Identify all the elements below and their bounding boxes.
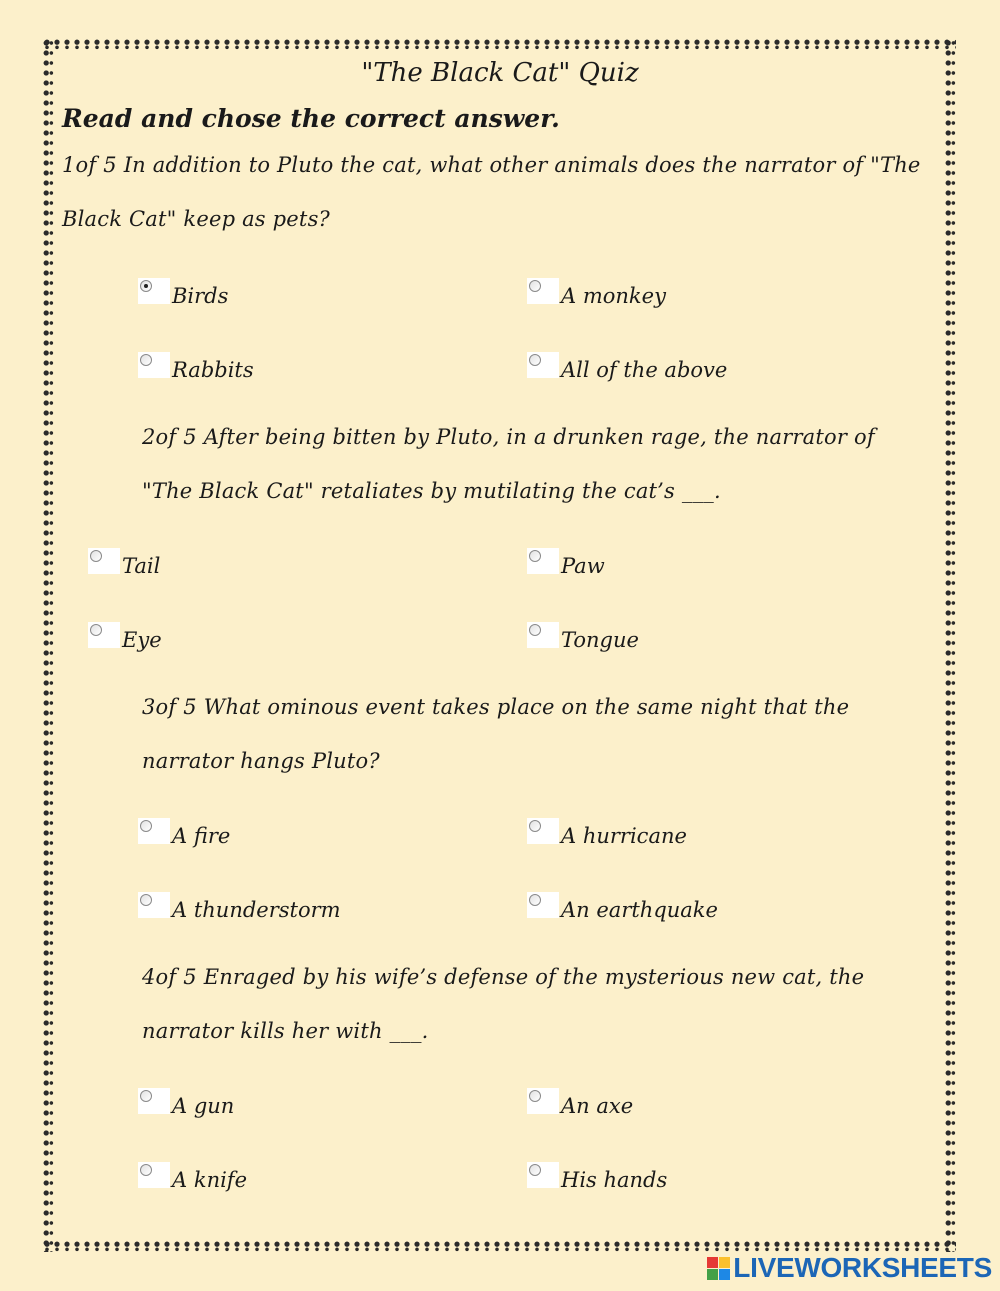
radio-button[interactable] <box>527 1088 559 1114</box>
q2-option-eye[interactable] <box>88 622 162 652</box>
question-1-text: 1of 5 In addition to Pluto the cat, what other animals does the narrator of "The Black Cat" keep as pets? <box>62 153 921 231</box>
option-label: An axe <box>561 1094 634 1118</box>
option-label: A knife <box>172 1168 248 1192</box>
border-top <box>42 38 956 50</box>
radio-button[interactable] <box>527 352 559 378</box>
radio-icon <box>529 1164 541 1176</box>
radio-icon <box>529 354 541 366</box>
radio-button[interactable] <box>527 548 559 574</box>
option-label: All of the above <box>561 358 728 382</box>
radio-icon <box>529 894 541 906</box>
radio-button[interactable] <box>527 1162 559 1188</box>
worksheet-title: "The Black Cat" Quiz <box>361 58 639 88</box>
option-label: Eye <box>122 628 162 652</box>
radio-button[interactable] <box>527 278 559 304</box>
q4-option-hands[interactable] <box>527 1162 667 1192</box>
radio-icon <box>529 1090 541 1102</box>
radio-button[interactable] <box>138 278 170 304</box>
q4-option-knife[interactable] <box>138 1162 247 1192</box>
liveworksheets-logo[interactable] <box>707 1251 992 1285</box>
q1-option-monkey[interactable] <box>527 278 666 308</box>
question-4-text: 4of 5 Enraged by his wife’s defense of the mysterious new cat, the narrator kills her with ___. <box>142 965 865 1043</box>
radio-icon <box>529 624 541 636</box>
option-label: His hands <box>561 1168 668 1192</box>
option-label: An earthquake <box>561 898 718 922</box>
radio-button[interactable] <box>527 818 559 844</box>
question-2-text: 2of 5 After being bitten by Pluto, in a drunken rage, the narrator of "The Black Cat" retaliates by mutilating the cat’s ___. <box>142 425 875 503</box>
q1-option-all[interactable] <box>527 352 727 382</box>
option-label: A hurricane <box>561 824 687 848</box>
radio-selected-icon <box>140 280 152 292</box>
radio-button[interactable] <box>138 892 170 918</box>
radio-icon <box>529 550 541 562</box>
option-label: A gun <box>172 1094 235 1118</box>
radio-icon <box>140 354 152 366</box>
q2-option-tongue[interactable] <box>527 622 639 652</box>
radio-button[interactable] <box>138 1162 170 1188</box>
option-label: Rabbits <box>172 358 254 382</box>
radio-button[interactable] <box>527 622 559 648</box>
q1-option-birds[interactable] <box>138 278 228 308</box>
logo-block <box>707 1269 718 1280</box>
q3-option-earthquake[interactable] <box>527 892 718 922</box>
radio-button[interactable] <box>138 1088 170 1114</box>
radio-icon <box>90 550 102 562</box>
radio-icon <box>529 820 541 832</box>
radio-icon <box>140 1090 152 1102</box>
q2-option-tail[interactable] <box>88 548 160 578</box>
radio-icon <box>140 820 152 832</box>
option-label: Tail <box>122 554 161 578</box>
instructions: Read and chose the correct answer. <box>62 104 560 133</box>
q2-option-paw[interactable] <box>527 548 605 578</box>
q4-option-axe[interactable] <box>527 1088 633 1118</box>
logo-block <box>719 1269 730 1280</box>
option-label: A thunderstorm <box>172 898 341 922</box>
logo-blocks-icon <box>707 1257 730 1280</box>
q4-option-gun[interactable] <box>138 1088 234 1118</box>
question-3-text: 3of 5 What ominous event takes place on the same night that the narrator hangs Pluto? <box>142 695 850 773</box>
radio-button[interactable] <box>527 892 559 918</box>
option-label: Tongue <box>561 628 639 652</box>
radio-icon <box>140 1164 152 1176</box>
logo-block <box>707 1257 718 1268</box>
radio-button[interactable] <box>138 818 170 844</box>
border-left <box>42 38 54 1252</box>
q3-option-hurricane[interactable] <box>527 818 687 848</box>
option-label: Birds <box>172 284 229 308</box>
option-label: Paw <box>561 554 605 578</box>
radio-button[interactable] <box>88 548 120 574</box>
radio-icon <box>140 894 152 906</box>
radio-button[interactable] <box>88 622 120 648</box>
q3-option-fire[interactable] <box>138 818 230 848</box>
option-label: A fire <box>172 824 231 848</box>
logo-text: LIVEWORKSHEETS <box>733 1252 992 1283</box>
q1-option-rabbits[interactable] <box>138 352 254 382</box>
radio-icon <box>90 624 102 636</box>
radio-icon <box>529 280 541 292</box>
option-label: A monkey <box>561 284 666 308</box>
q3-option-thunderstorm[interactable] <box>138 892 341 922</box>
radio-button[interactable] <box>138 352 170 378</box>
logo-block <box>719 1257 730 1268</box>
